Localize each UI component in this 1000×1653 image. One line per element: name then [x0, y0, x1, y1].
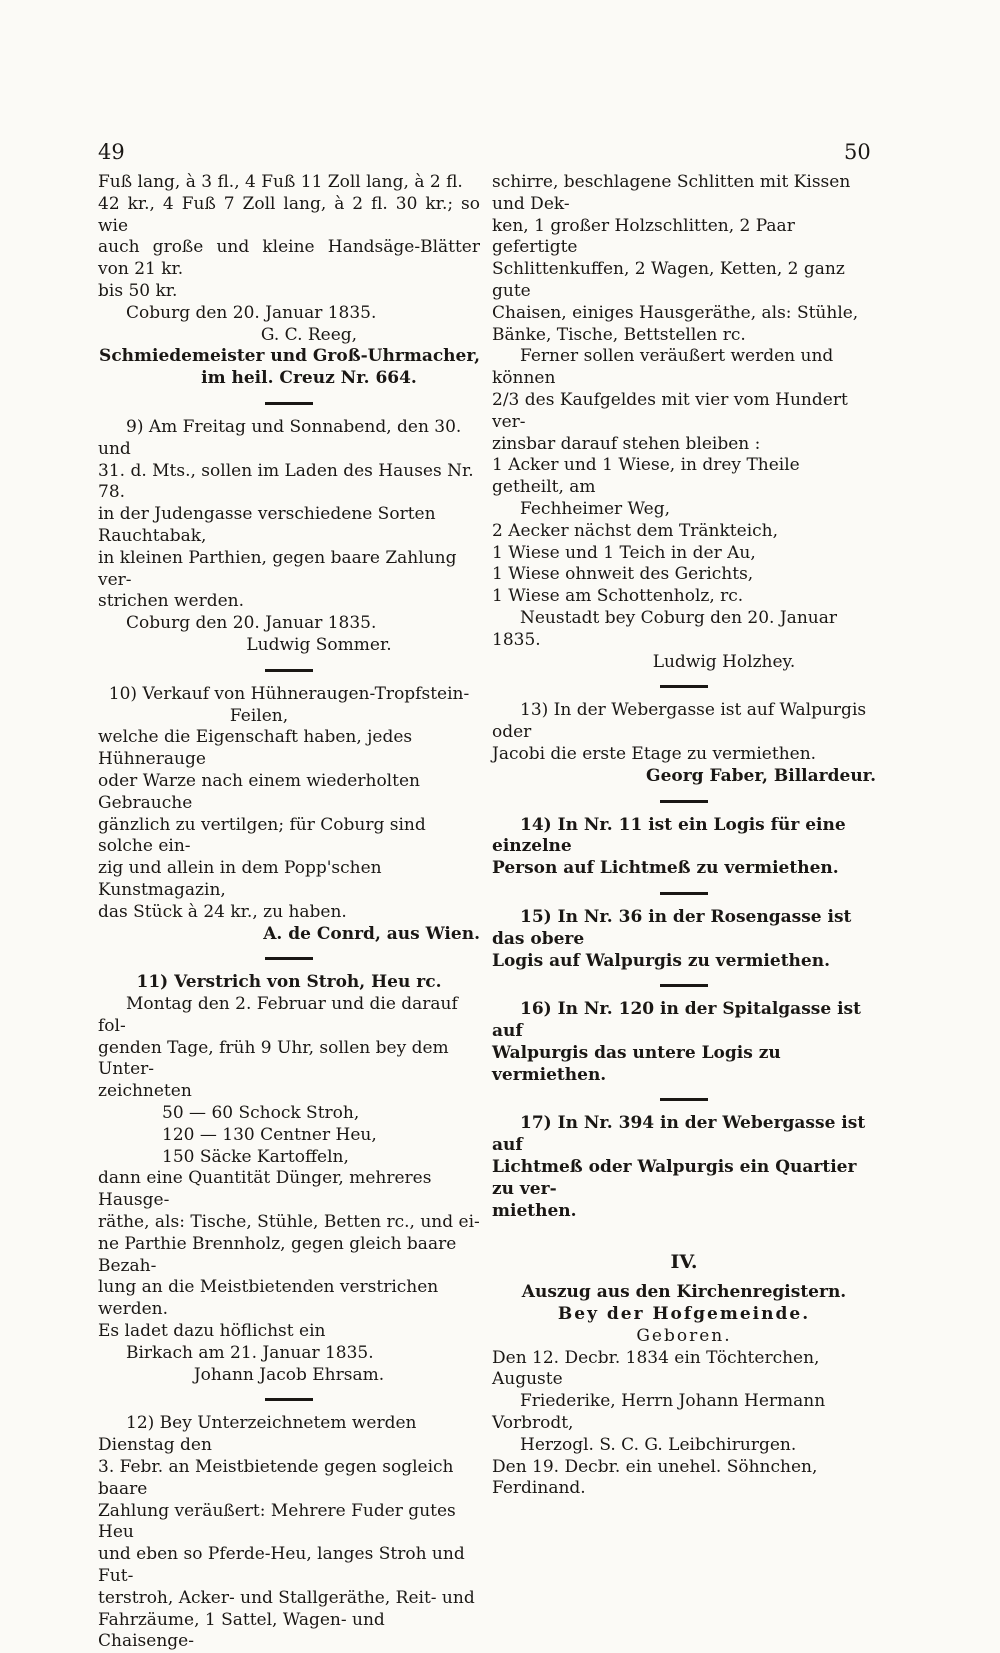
- text-line: 15) In Nr. 36 in der Rosengasse ist das obere: [492, 906, 852, 949]
- text-line: gänzlich zu vertilgen; für Coburg sind solche ein-: [98, 814, 426, 857]
- ad-11-signature: Johann Jacob Ehrsam.: [193, 1364, 385, 1385]
- left-column: [98, 172, 480, 1653]
- intro-signature-address: im heil. Creuz Nr. 664.: [201, 368, 417, 389]
- text-line: genden Tage, früh 9 Uhr, sollen bey dem Unter-: [98, 1037, 449, 1080]
- intro-paragraph: [98, 172, 480, 303]
- divider: [660, 685, 708, 688]
- section-title: Auszug aus den Kirchenregistern.: [521, 1282, 847, 1303]
- text-line: Person auf Lichtmeß zu vermiethen.: [492, 858, 839, 879]
- text-line: Chaisen, einiges Hausgeräthe, als: Stühle,: [492, 302, 859, 323]
- text-line: 2/3 des Kaufgeldes mit vier vom Hundert ver-: [492, 389, 848, 432]
- ad-12-signature: Ludwig Holzhey.: [652, 651, 796, 672]
- text-line: ne Parthie Brennholz, gegen gleich baare Bezah-: [98, 1233, 457, 1276]
- page-number-left: 49: [98, 140, 125, 164]
- text-line: 42 kr., 4 Fuß 7 Zoll lang, à 2 fl. 30 kr.; so wie: [98, 193, 480, 236]
- ad-12-date: Neustadt bey Coburg den 20. Januar 1835.: [492, 607, 837, 650]
- list-item: 120 — 130 Centner Heu,: [162, 1124, 377, 1145]
- text-line: zeichneten: [98, 1081, 192, 1102]
- text-line: Bänke, Tische, Bettstellen rc.: [492, 324, 746, 345]
- ad-9: [98, 417, 480, 657]
- text-line: bis 50 kr.: [98, 280, 178, 301]
- divider: [660, 1098, 708, 1101]
- text-line: Den 19. Decbr. ein unehel. Söhnchen, Ferdinand.: [492, 1456, 818, 1499]
- text-line: oder Warze nach einem wiederholten Gebrauche: [98, 770, 420, 813]
- divider: [660, 892, 708, 895]
- text-line: Logis auf Walpurgis zu vermiethen.: [492, 950, 831, 971]
- section-subheading-born: Geboren.: [636, 1325, 732, 1346]
- section-subtitle: Bey der Hofgemeinde.: [557, 1304, 811, 1325]
- ad-11-place: Birkach am 21. Januar 1835.: [126, 1342, 374, 1363]
- text-line: 9) Am Freitag und Sonnabend, den 30. und: [98, 416, 462, 459]
- ad-11: [98, 972, 480, 1386]
- ad-9-signature: Ludwig Sommer.: [246, 634, 392, 655]
- ad-10: [98, 684, 480, 946]
- divider: [265, 402, 313, 405]
- page-number-right: 50: [844, 140, 871, 164]
- text-line: welche die Eigenschaft haben, jedes Hühnerauge: [98, 727, 413, 770]
- text-line: Friederike, Herrn Johann Hermann Vorbrodt,: [492, 1391, 826, 1434]
- birth-records: [492, 1348, 876, 1501]
- text-line: ken, 1 großer Holzschlitten, 2 Paar gefertigte: [492, 215, 795, 258]
- text-line: und eben so Pferde-Heu, langes Stroh und Fut-: [98, 1544, 465, 1587]
- text-line: Herzogl. S. C. G. Leibchirurgen.: [520, 1434, 797, 1455]
- ad-12: [98, 1413, 480, 1653]
- text-line: Fuß lang, à 3 fl., 4 Fuß 11 Zoll lang, à 2 fl.: [98, 172, 463, 192]
- divider: [265, 1398, 313, 1401]
- text-line: 13) In der Webergasse ist auf Walpurgis oder: [492, 700, 867, 743]
- list-item: 150 Säcke Kartoffeln,: [162, 1146, 349, 1167]
- text-line: terstroh, Acker- und Stallgeräthe, Reit- und: [98, 1587, 475, 1608]
- text-line: in der Judengasse verschiedene Sorten Rauchtabak,: [98, 504, 436, 546]
- right-column: [492, 172, 876, 1500]
- ad-17: [492, 1113, 876, 1222]
- text-line: auch große und kleine Handsäge-Blätter von 21 kr.: [98, 237, 480, 280]
- text-line: Montag den 2. Februar und die darauf fol-: [98, 994, 458, 1036]
- text-line: Fahrzäume, 1 Sattel, Wagen- und Chaisenge-: [98, 1609, 385, 1652]
- list-item: 50 — 60 Schock Stroh,: [162, 1103, 360, 1124]
- divider: [660, 984, 708, 987]
- ad-12-continuation: [492, 172, 876, 673]
- text-line: lung an die Meistbietenden verstrichen werden.: [98, 1277, 439, 1320]
- text-line: 12) Bey Unterzeichnetem werden Dienstag den: [98, 1413, 417, 1456]
- ad-13-signature: Georg Faber, Billardeur.: [646, 765, 876, 786]
- ad-11-item-list: [98, 1103, 480, 1168]
- ad-10-heading: 10) Verkauf von Hühneraugen-Tropfstein-: [108, 683, 470, 704]
- list-item: 1 Wiese und 1 Teich in der Au,: [492, 542, 756, 563]
- text-line: 31. d. Mts., sollen im Laden des Hauses Nr. 78.: [98, 460, 474, 503]
- text-line: 16) In Nr. 120 in der Spitalgasse ist auf: [492, 999, 861, 1042]
- intro-signature-title: Schmiedemeister und Groß-Uhrmacher,: [99, 346, 480, 367]
- text-line: schirre, beschlagene Schlitten mit Kissen und Dek-: [492, 172, 851, 214]
- text-line: in kleinen Parthien, gegen baare Zahlung ver-: [98, 547, 457, 590]
- text-line: 17) In Nr. 394 in der Webergasse ist auf: [492, 1113, 866, 1156]
- ad-15: [492, 907, 876, 972]
- list-item: 1 Wiese am Schottenholz, rc.: [492, 586, 744, 607]
- text-line: Ferner sollen veräußert werden und können: [492, 346, 834, 389]
- text-line: zig und allein in dem Popp'schen Kunstmagazin,: [98, 858, 382, 900]
- intro-signature-name: G. C. Reeg,: [260, 324, 358, 345]
- text-line: Lichtmeß oder Walpurgis ein Quartier zu ver-: [492, 1157, 857, 1199]
- divider: [660, 800, 708, 803]
- text-line: Zahlung veräußert: Mehrere Fuder gutes Heu: [98, 1500, 456, 1543]
- ad-9-date: Coburg den 20. Januar 1835.: [126, 613, 377, 634]
- ad-14: [492, 815, 876, 880]
- text-line: Schlittenkuffen, 2 Wagen, Ketten, 2 ganz gute: [492, 259, 845, 301]
- list-item: Fechheimer Weg,: [520, 498, 670, 519]
- ad-13: [492, 700, 876, 787]
- text-line: 14) In Nr. 11 ist ein Logis für eine einzelne: [492, 814, 846, 857]
- text-line: strichen werden.: [98, 591, 245, 612]
- text-line: miethen.: [492, 1200, 577, 1221]
- divider: [265, 957, 313, 960]
- text-line: Walpurgis das untere Logis zu vermiethen.: [492, 1042, 781, 1085]
- ad-11-heading: 11) Verstrich von Stroh, Heu rc.: [136, 972, 442, 993]
- list-item: 1 Acker und 1 Wiese, in drey Theile getheilt, am: [492, 455, 800, 498]
- ad-10-signature: A. de Conrd, aus Wien.: [263, 923, 480, 944]
- text-line: zinsbar darauf stehen bleiben :: [492, 433, 761, 454]
- text-line: dann eine Quantität Dünger, mehreres Hausge-: [98, 1168, 432, 1211]
- list-item: 1 Wiese ohnweit des Gerichts,: [492, 564, 754, 585]
- text-line: räthe, als: Tische, Stühle, Betten rc., und ei-: [98, 1212, 480, 1233]
- section-number: IV.: [670, 1251, 698, 1274]
- ad-10-heading-cont: Feilen,: [229, 705, 289, 726]
- text-line: das Stück à 24 kr., zu haben.: [98, 901, 347, 922]
- intro-date: Coburg den 20. Januar 1835.: [126, 302, 377, 323]
- text-line: Den 12. Decbr. 1834 ein Töchterchen, Auguste: [492, 1347, 820, 1390]
- ad-16: [492, 999, 876, 1086]
- text-line: Jacobi die erste Etage zu vermiethen.: [492, 743, 817, 764]
- list-item: 2 Aecker nächst dem Tränkteich,: [492, 520, 779, 541]
- divider: [265, 669, 313, 672]
- text-line: Es ladet dazu höflichst ein: [98, 1321, 326, 1342]
- text-line: 3. Febr. an Meistbietende gegen sogleich baare: [98, 1457, 454, 1499]
